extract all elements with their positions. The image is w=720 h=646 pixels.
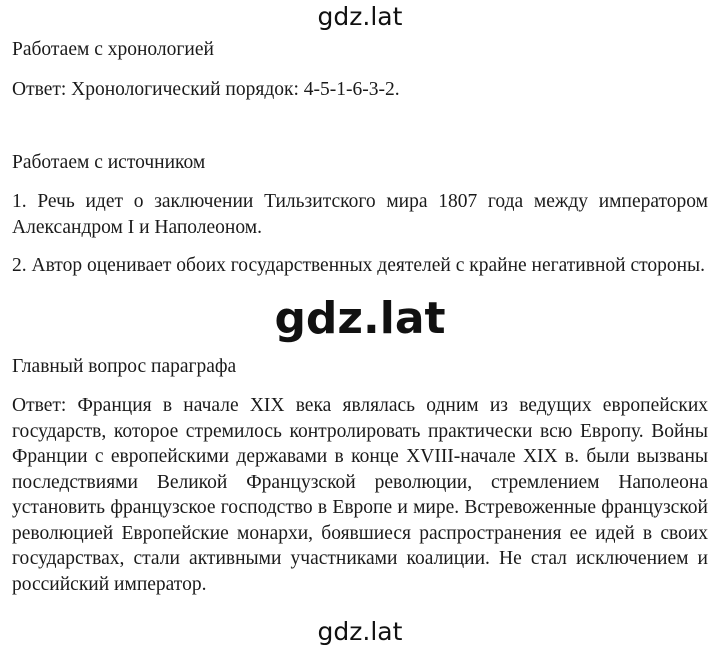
source-item-1: 1. Речь идет о заключении Тильзитского мира 1807 года между императором Александром I и Наполеоном. xyxy=(12,191,708,238)
main-question-heading: Главный вопрос параграфа xyxy=(12,356,237,377)
chronology-heading: Работаем с хронологией xyxy=(12,39,214,60)
chronology-answer: Ответ: Хронологический порядок: 4-5-1-6-3-2. xyxy=(12,79,400,100)
watermark-top: gdz.lat xyxy=(317,2,403,31)
watermark-middle: gdz.lat xyxy=(274,293,446,344)
watermark-bottom: gdz.lat xyxy=(317,617,403,646)
source-heading: Работаем с источником xyxy=(12,152,206,173)
source-item-2: 2. Автор оценивает обоих государственных деятелей с крайне негативной стороны. xyxy=(12,255,706,276)
main-question-answer: Ответ: Франция в начале XIX века являлась одним из ведущих европейских государств, которое стремилось контролировать практически всю Европу. Войны Франции с европейскими державами в конце XVIII-начале XIX в. были вызваны последствиями Великой Французской революции, стремлением Наполеона установить французское господство в Европе и мире. Встревоженные французской революцией Европейские монархи, боявшиеся распространения ее идей в своих государствах, стали активными участниками коалиции. Не стал исключением и российский император. xyxy=(12,395,708,595)
